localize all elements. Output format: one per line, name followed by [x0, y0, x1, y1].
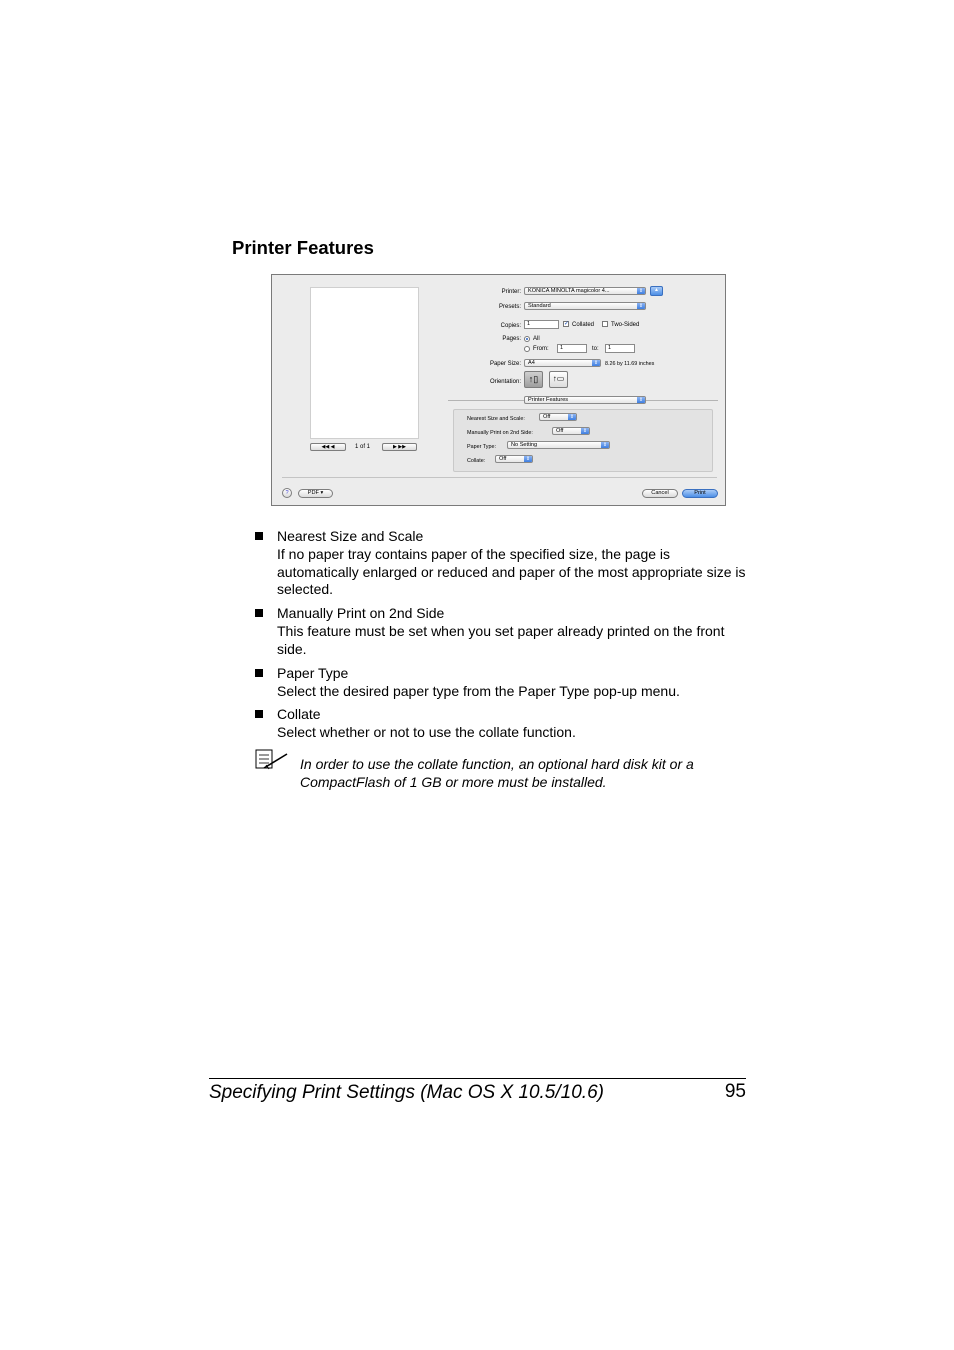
list-item	[277, 706, 747, 742]
bottom-separator	[282, 477, 717, 478]
list-item	[277, 528, 747, 599]
feature-value: Off	[499, 456, 507, 462]
copies-label: Copies:	[500, 323, 521, 329]
pages-from-label: From:	[533, 346, 549, 352]
note-text: In order to use the collate function, an optional hard disk kit or a CompactFlash of 1 GB or more must be installed.	[300, 756, 694, 790]
printer-label: Printer:	[501, 289, 521, 295]
page-indicator: 1 of 1	[355, 444, 371, 450]
panel-menu-value: Printer Features	[528, 397, 569, 403]
pdf-button[interactable]: PDF ▾	[298, 489, 333, 498]
help-button[interactable]: ?	[282, 488, 292, 498]
page-preview	[310, 287, 419, 439]
popup-arrows-icon: ⇕	[638, 303, 644, 309]
list-item	[277, 605, 747, 658]
collated-checkbox[interactable]: ✓	[564, 321, 570, 327]
list-item	[277, 665, 747, 701]
popup-arrows-icon: ⇕	[582, 428, 588, 434]
item-text: Select whether or not to use the collate function.	[277, 723, 576, 740]
item-text: If no paper tray contains paper of the specified size, the page is automatically enlarged or reduced and paper of the most appropriate size is selected.	[277, 545, 746, 598]
feature-value: No Setting	[511, 442, 538, 448]
item-title: Collate	[277, 706, 321, 722]
feature-label: Manually Print on 2nd Side:	[467, 430, 533, 436]
bullet-square-icon	[255, 532, 263, 540]
portrait-icon: ↑▯	[528, 374, 539, 384]
paper-type-popup[interactable]	[507, 441, 610, 449]
bullet-square-icon	[255, 669, 263, 677]
two-sided-checkbox[interactable]	[602, 321, 608, 327]
bullet-square-icon	[255, 609, 263, 617]
feature-value: Off	[556, 428, 564, 434]
popup-arrows-icon: ⇕	[638, 397, 644, 403]
printer-value: KONICA MINOLTA magicolor 4...	[528, 288, 610, 294]
item-title: Manually Print on 2nd Side	[277, 605, 445, 621]
bullet-square-icon	[255, 710, 263, 718]
item-title: Nearest Size and Scale	[277, 528, 424, 544]
item-text: Select the desired paper type from the Paper Type pop-up menu.	[277, 682, 680, 699]
panel-menu-popup[interactable]	[524, 396, 646, 404]
footer-title: Specifying Print Settings (Mac OS X 10.5/10.6)	[209, 1082, 604, 1103]
copies-field[interactable]: 1	[524, 320, 559, 329]
collated-label: Collated	[572, 322, 595, 328]
popup-arrows-icon: ⇕	[638, 288, 644, 294]
item-title: Paper Type	[277, 665, 349, 681]
paper-dimensions: 8.26 by 11.69 inches	[605, 361, 655, 367]
paper-size-value: A4	[528, 360, 535, 366]
feature-value: Off	[543, 414, 551, 420]
pages-label: Pages:	[502, 336, 521, 342]
note-pencil-icon	[255, 749, 289, 771]
popup-arrows-icon: ⇕	[569, 414, 575, 420]
feature-label: Nearest Size and Scale:	[467, 416, 525, 422]
print-button[interactable]: Print	[682, 489, 718, 498]
pages-from-field[interactable]: 1	[557, 344, 587, 353]
preview-next-last-button[interactable]: ▶ ▶▶	[382, 443, 417, 451]
two-sided-label: Two-Sided	[611, 322, 640, 328]
nearest-size-popup[interactable]	[539, 413, 577, 421]
orientation-label: Orientation:	[489, 379, 521, 385]
print-dialog-screenshot	[271, 274, 726, 506]
disclosure-triangle-button[interactable]: ▲	[650, 286, 663, 296]
pages-from-radio[interactable]	[524, 346, 530, 352]
cancel-button[interactable]: Cancel	[642, 489, 678, 498]
presets-popup[interactable]	[524, 302, 646, 310]
feature-label: Paper Type:	[467, 444, 496, 450]
page-number: 95	[724, 1081, 746, 1102]
paper-size-label: Paper Size:	[489, 361, 521, 367]
manual-2nd-side-popup[interactable]	[552, 427, 590, 435]
landscape-icon: ↑▭	[552, 374, 565, 383]
popup-arrows-icon: ⇕	[525, 456, 531, 462]
printer-popup[interactable]	[524, 287, 646, 295]
section-title: Printer Features	[232, 237, 374, 258]
paper-size-popup[interactable]	[524, 359, 601, 367]
popup-arrows-icon: ⇕	[602, 442, 608, 448]
pages-all-radio[interactable]	[524, 336, 530, 342]
footer-rule	[209, 1078, 746, 1079]
pages-all-label: All	[533, 336, 540, 342]
pages-to-label: to:	[592, 346, 599, 352]
portrait-orientation-button[interactable]	[524, 371, 543, 388]
feature-label: Collate:	[467, 458, 486, 464]
item-text: This feature must be set when you set paper already printed on the front side.	[277, 622, 725, 657]
presets-value: Standard	[528, 303, 551, 309]
presets-label: Presets:	[498, 304, 521, 310]
pages-to-field[interactable]: 1	[605, 344, 635, 353]
popup-arrows-icon: ⇕	[593, 360, 599, 366]
landscape-orientation-button[interactable]	[549, 371, 568, 388]
collate-popup[interactable]	[495, 455, 533, 463]
preview-first-prev-button[interactable]: ◀◀ ◀	[310, 443, 346, 451]
